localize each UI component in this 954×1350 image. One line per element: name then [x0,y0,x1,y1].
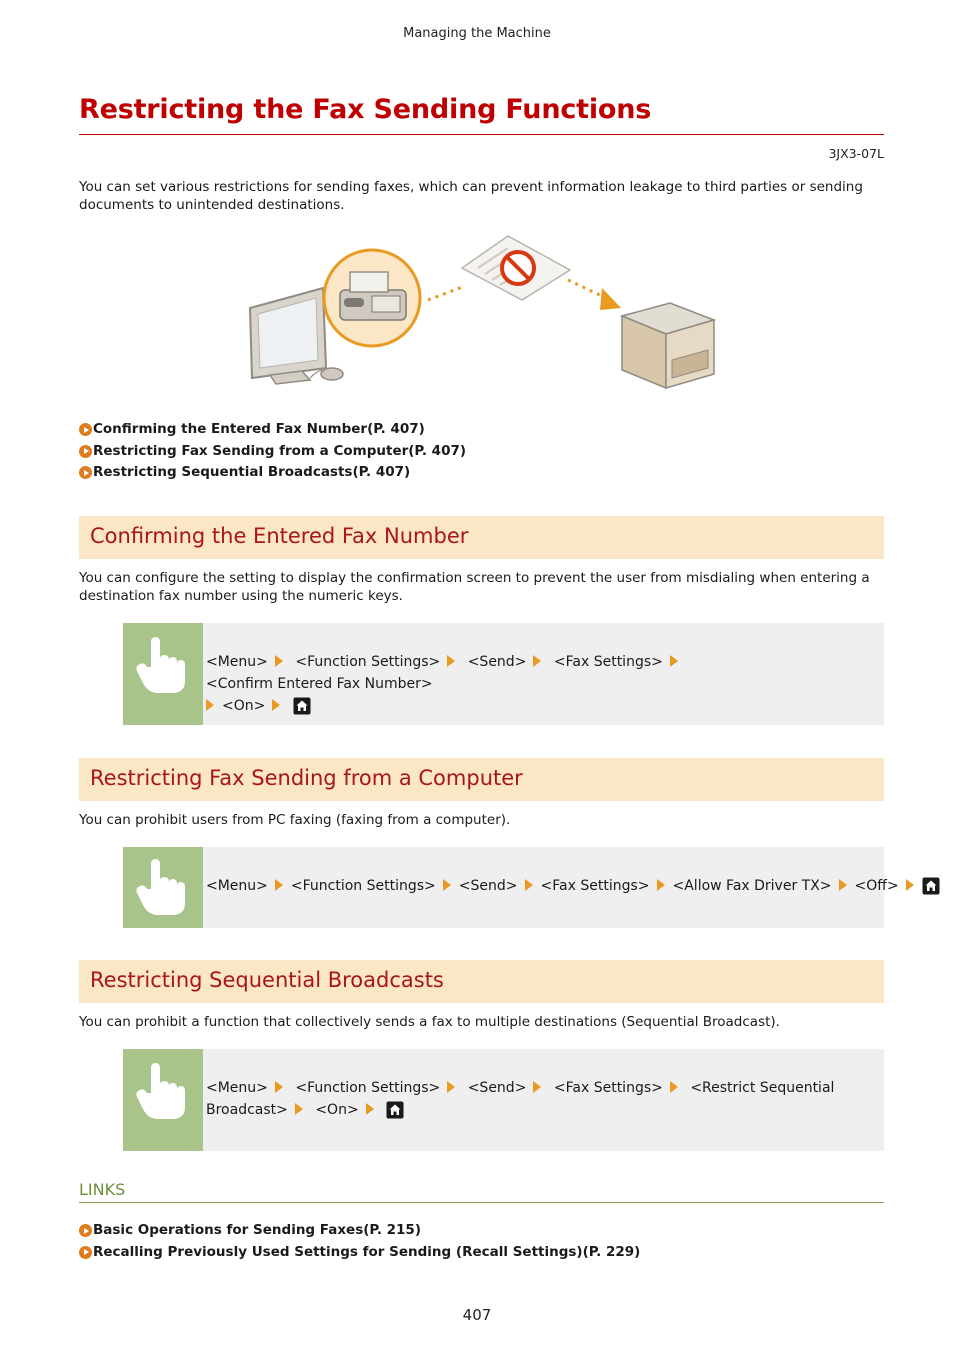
section-heading: Restricting Fax Sending from a Computer [90,766,523,790]
toc-link-computer[interactable] [79,441,466,463]
procedure-box-confirming [123,623,884,725]
step-fax-settings: <Fax Settings> [553,1080,663,1096]
running-header: Managing the Machine [403,26,551,41]
triangle-arrow-icon [275,655,283,667]
triangle-arrow-icon [670,1081,678,1093]
triangle-arrow-icon [366,1103,374,1115]
link-label[interactable]: Recalling Previously Used Settings for Sending (Recall Settings)(P. 229) [93,1243,641,1260]
prohibited-icon [502,252,534,284]
triangle-arrow-icon [272,699,280,711]
triangle-arrow-icon [206,699,214,711]
step-function-settings: <Function Settings> [295,1080,441,1096]
step-on: <On> [222,698,266,714]
step-function-settings: <Function Settings> [290,878,436,894]
toc-link-label[interactable]: Restricting Sequential Broadcasts(P. 407) [93,464,411,480]
section-paragraph: You can prohibit users from PC faxing (faxing from a computer). [79,812,511,828]
circle-arrow-icon [79,423,92,436]
section-header-confirming [79,516,884,559]
link-label[interactable]: Basic Operations for Sending Faxes(P. 215) [93,1222,421,1238]
section-paragraph: You can configure the setting to display the confirmation screen to prevent the user from misdialing when entering a destination fax number using the numeric keys. [79,570,870,604]
toc-link-label[interactable]: Confirming the Entered Fax Number(P. 407) [93,421,425,437]
multifunction-printer-icon [622,303,714,388]
step-off: <Off> [854,878,899,894]
step-send: <Send> [467,1080,527,1096]
link-basic-operations[interactable] [79,1220,640,1242]
page-number: 407 [462,1306,492,1324]
triangle-arrow-icon [447,655,455,667]
step-restrict-sequential: <Restrict Sequential [690,1080,835,1096]
toc-link-broadcast[interactable] [79,462,466,484]
pointing-hand-icon [136,637,186,695]
home-icon [922,877,940,895]
toc-link-label[interactable]: Restricting Fax Sending from a Computer(P. 407) [93,442,467,459]
triangle-arrow-icon [295,1103,303,1115]
links-divider [79,1202,884,1203]
step-on: <On> [315,1102,359,1118]
procedure-steps [206,875,899,897]
title-divider [79,134,884,135]
step-menu: <Menu> [206,654,268,670]
home-icon [293,697,311,715]
circle-arrow-icon [79,1224,92,1237]
circle-arrow-icon [79,1246,92,1259]
step-broadcast: Broadcast> [206,1102,288,1118]
triangle-arrow-icon [525,879,533,891]
triangle-arrow-icon [443,879,451,891]
pointing-hand-icon [136,1063,186,1121]
procedure-box-computer [123,847,899,928]
triangle-arrow-icon [839,879,847,891]
toc-links [79,419,466,484]
triangle-arrow-icon [275,1081,283,1093]
fax-machine-icon [324,250,420,346]
procedure-icon-panel [123,847,203,928]
step-send: <Send> [467,654,527,670]
step-menu: <Menu> [206,1080,268,1096]
document-code: 3JX3-07L [828,146,884,161]
step-confirm-entered-fax-number: <Confirm Entered Fax Number> [206,676,433,692]
section-heading: Restricting Sequential Broadcasts [90,968,444,992]
page-title: Restricting the Fax Sending Functions [79,94,652,125]
home-icon [386,1101,404,1119]
step-send: <Send> [458,878,518,894]
triangle-arrow-icon [533,1081,541,1093]
toc-link-confirming[interactable] [79,419,466,441]
section-header-broadcast [79,960,884,1003]
step-function-settings: <Function Settings> [295,654,441,670]
related-links [79,1220,640,1263]
links-heading: LINKS [79,1180,126,1199]
procedure-icon-panel [123,623,203,725]
triangle-arrow-icon [447,1081,455,1093]
procedure-icon-panel [123,1049,203,1151]
link-recall-settings[interactable] [79,1242,640,1264]
triangle-arrow-icon [657,879,665,891]
triangle-arrow-icon [670,655,678,667]
circle-arrow-icon [79,466,92,479]
section-paragraph: You can prohibit a function that collectively sends a fax to multiple destinations (Sequential Broadcast). [79,1014,780,1030]
triangle-arrow-icon [275,879,283,891]
step-fax-settings: <Fax Settings> [540,878,650,894]
triangle-arrow-icon [533,655,541,667]
procedure-steps [206,1077,870,1121]
section-heading: Confirming the Entered Fax Number [90,524,469,548]
step-fax-settings: <Fax Settings> [553,654,663,670]
intro-paragraph: You can set various restrictions for sending faxes, which can prevent information leakage to third parties or sending documents to unintended destinations. [79,179,863,213]
section-header-computer [79,758,884,801]
circle-arrow-icon [79,445,92,458]
pointing-hand-icon [136,859,186,917]
procedure-box-broadcast [123,1049,884,1151]
step-menu: <Menu> [206,878,268,894]
procedure-steps [206,651,870,717]
triangle-arrow-icon [906,879,914,891]
step-allow-fax-driver-tx: <Allow Fax Driver TX> [672,878,832,894]
fax-restriction-illustration [240,228,730,393]
